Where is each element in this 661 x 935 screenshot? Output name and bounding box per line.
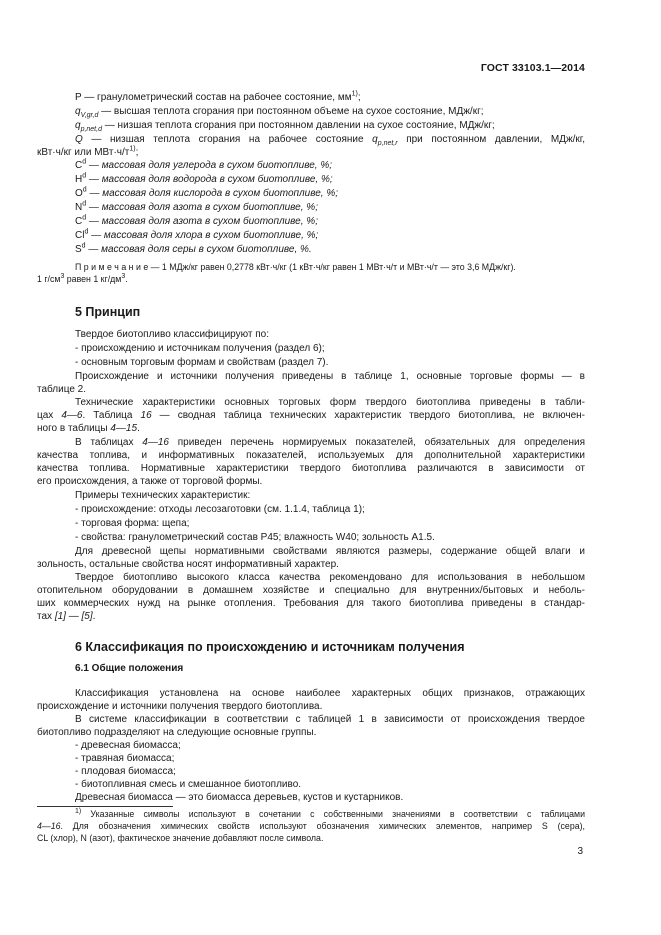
note-line: 1 $г/см^3$ равен 1 $кг/дм^3$.: [37, 273, 128, 284]
note-line: П р и м е ч а н и е — 1 МДж/кг равен 0,2778 кВт·ч/кг (1 кВт·ч/кг равен 1 МВт·ч/т и МВт·ч/т — это 3,6 МДж/кг).: [75, 262, 516, 272]
paragraph-line: В таблицах 4—16 приведен перечень нормируемых показателей, обязательных для определения: [75, 437, 586, 448]
symbol-line: $O^d$ — массовая доля кислорода в сухом биотопливе, %;: [75, 186, 338, 199]
page-number: 3: [577, 846, 583, 857]
symbol-line: Cl$^d$ — массовая доля хлора в сухом биотопливе, %;: [75, 228, 319, 241]
symbol-line: $N^d$ — массовая доля азота в сухом биотопливе, %;: [75, 200, 318, 213]
section-6-heading: 6 Классификация по происхождению и источникам получения: [75, 640, 465, 654]
paragraph-line: ших коммерческих нужд на рынке отопления. Требования для такого биотоплива приведены в стандар-: [37, 598, 585, 609]
paragraph-line: таблице 2.: [37, 384, 87, 395]
symbol-line: $q_{p,net,d}$ — низшая теплота сгорания при постоянном давлении на сухое состояние, МДж/кг;: [75, 120, 495, 133]
paragraph-line: Примеры технических характеристик:: [75, 490, 251, 501]
paragraph-line: цах 4—6. Таблица 16 — сводная таблица технических характеристик твердого биотоплива, не включен-: [37, 410, 585, 421]
section-5-heading: 5 Принцип: [75, 305, 141, 319]
symbol-line: $S^d$ — массовая доля серы в сухом биотопливе, %.: [75, 242, 312, 255]
list-item: - основным торговым формам и свойствам (раздел 7).: [75, 357, 329, 368]
standard-code: ГОСТ 33103.1—2014: [480, 62, 585, 74]
paragraph-line: зольность, остальные свойства носят информативный характер.: [37, 559, 339, 570]
footnote-line: CL (хлор), N (азот), фактическое значение добавляют после символа.: [37, 833, 324, 843]
list-item: - происхождение: отходы лесозаготовки (см. 1.1.4, таблица 1);: [75, 504, 365, 515]
paragraph-line: В системе классификации в соответствии с таблицей 1 в зависимости от происхождения твердое: [75, 714, 585, 725]
symbol-line: P — гранулометрический состав на рабочее состояние, $мм^{1)}$;: [75, 90, 361, 103]
footnote-line: 4—16. Для обозначения химических свойств используют обозначения химических элементов, например S (сера),: [37, 821, 585, 831]
paragraph-line: качества топлива, и информативных показателей, используемых для дополнительной характеристики: [37, 450, 585, 461]
paragraph-line: его происхождения, а также от торговой формы.: [37, 476, 263, 487]
paragraph-line: биотопливо подразделяют на следующие основные группы.: [37, 727, 317, 738]
paragraph-line: Твердое биотопливо высокого класса качества рекомендовано для использования в небольшом: [75, 572, 585, 583]
subsection-6-1-heading: 6.1 Общие положения: [75, 663, 184, 674]
list-item: - травяная биомасса;: [75, 753, 175, 764]
paragraph-line: происхождение и источники получения твердого биотоплива.: [37, 701, 323, 712]
paragraph-line: Твердое биотопливо классифицируют по:: [75, 329, 269, 340]
paragraph-line: отопительном оборудовании в домашнем хозяйстве и специально для внутренних/бытовых и неболь-: [37, 585, 585, 596]
paragraph-line: ного в таблицы 4—15.: [37, 423, 140, 434]
list-item: - биотопливная смесь и смешанное биотопливо.: [75, 779, 302, 790]
paragraph-line: Классификация установлена на основе наиболее характерных общих признаков, отражающих: [75, 688, 585, 699]
symbol-line-continuation: кВт·ч/кг или $МВт\cdot ч/т^{1)}$;: [37, 145, 139, 158]
symbol-line: $C^d$ — массовая доля азота в сухом биотопливе, %;: [75, 214, 318, 227]
paragraph-line: Происхождение и источники получения приведены в таблице 1, основные торговые формы — в: [75, 371, 585, 382]
list-item: - древесная биомасса;: [75, 740, 181, 751]
paragraph-line: тах [1] — [5].: [37, 611, 96, 622]
symbol-line: $C^d$ — массовая доля углерода в сухом биотопливе, %;: [75, 158, 332, 171]
list-item: - торговая форма: щепа;: [75, 518, 190, 529]
footnote-line: $^{1)}$ Указанные символы используют в сочетании с собственными значениями в соответствии с таблицами: [75, 808, 585, 819]
paragraph-line: Технические характеристики основных торговых форм твердого биотоплива приведены в табли-: [75, 397, 585, 408]
list-item: - плодовая биомасса;: [75, 766, 176, 777]
symbol-line: $H^d$ — массовая доля водорода в сухом биотопливе, %;: [75, 172, 333, 185]
paragraph-line: Для древесной щепы нормативными свойствами являются размеры, содержание общей влаги и: [75, 546, 585, 557]
paragraph-line: Древесная биомасса — это биомасса деревьев, кустов и кустарников.: [75, 792, 404, 803]
list-item: - свойства: гранулометрический состав P45; влажность W40; зольность A1.5.: [75, 532, 435, 543]
symbol-line: $q_{V,gr,d}$ — высшая теплота сгорания при постоянном объеме на сухое состояние, МДж/кг;: [75, 106, 484, 119]
list-item: - происхождению и источникам получения (раздел 6);: [75, 343, 325, 354]
paragraph-line: качества топлива. Нормативные характеристики твердого биотоплива различаются в зависимости от: [37, 463, 585, 474]
symbol-line: Q — низшая теплота сгорания на рабочее состояние $q_{p,net,r}$ при постоянном давлении, МДж/кг,: [75, 134, 586, 147]
